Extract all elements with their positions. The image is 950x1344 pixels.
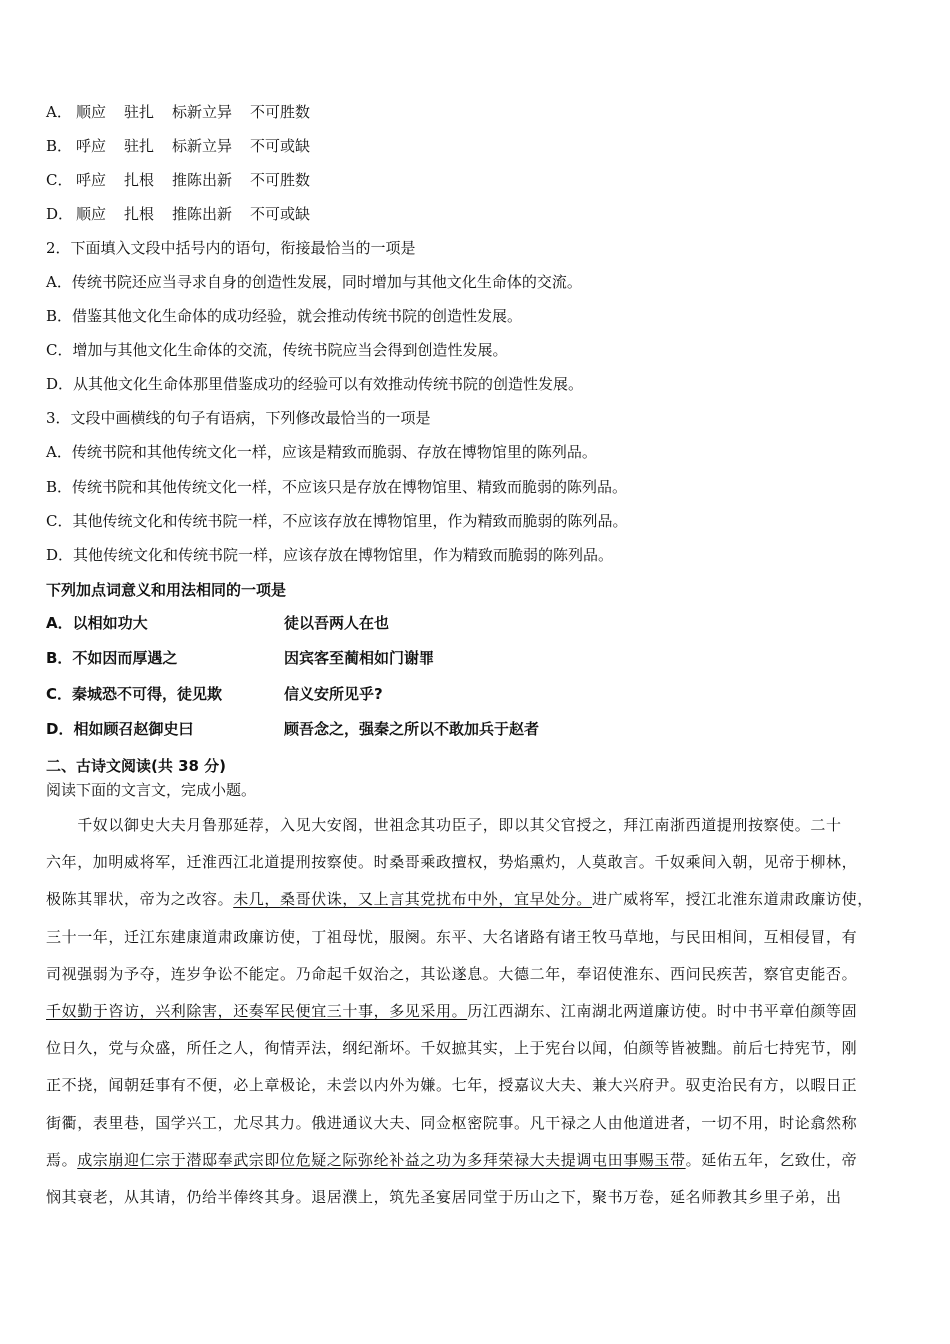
option-word: 扎根 (124, 205, 155, 223)
underlined-sentence: 成宗崩迎仁宗于潜邸奉武宗即位危疑之际弥纶补益之功为多拜荣禄大夫提调屯田事赐玉带 (77, 1151, 686, 1169)
option-word: 不可胜数 (250, 103, 311, 121)
q4-pair-d-right: 顾吾念之，强秦之所以不敢加兵于赵者 (284, 720, 540, 738)
passage-text: 千奴以御史大夫月鲁那延荐，入见大安阁，世祖念其功臣子，即以其父官授之，拜江南浙西道提刑按察使。二十 (46, 816, 842, 834)
q3-stem: 3．文段中画横线的句子有语病，下列修改最恰当的一项是 (46, 409, 431, 427)
passage-line (46, 1038, 857, 1058)
section-heading: 二、古诗文阅读(共 38 分) (46, 757, 227, 775)
passage-line (46, 927, 857, 947)
option-word: 顺应 (76, 205, 107, 223)
passage-line (46, 1113, 857, 1133)
passage-line (46, 1001, 857, 1021)
passage-line (46, 852, 857, 872)
passage-text: 焉。 (46, 1151, 78, 1169)
section-instruction: 阅读下面的文言文，完成小题。 (46, 781, 257, 799)
q3-option-a: A．传统书院和其他传统文化一样，应该是精致而脆弱、存放在博物馆里的陈列品。 (46, 443, 597, 461)
q4-pair-a-left: A．以相如功大 (46, 614, 148, 632)
q4-pair-d-left: D．相如顾召赵御史曰 (46, 720, 194, 738)
q2-stem: 2．下面填入文段中括号内的语句，衔接最恰当的一项是 (46, 239, 416, 257)
option-word: 标新立异 (172, 103, 233, 121)
passage-line (46, 1075, 857, 1095)
q3-option-c: C．其他传统文化和传统书院一样，不应该存放在博物馆里，作为精致而脆弱的陈列品。 (46, 512, 628, 530)
option-word: 呼应 (76, 137, 107, 155)
q4-pair-a-right: 徒以吾两人在也 (284, 614, 390, 632)
q4-pair-a (46, 613, 746, 633)
q4-pair-c-right: 信义安所见乎? (284, 685, 383, 703)
passage-text: 街衢，表里巷，国学兴工，尤尽其力。俄进通议大夫、同佥枢密院事。凡干禄之人由他道进者，一切不用，时论翕然称 (46, 1114, 858, 1132)
q4-pair-c (46, 684, 746, 704)
option-word: 驻扎 (124, 137, 155, 155)
passage-line (46, 1150, 857, 1170)
q4-pair-b-right: 因宾客至蔺相如门谢罪 (284, 649, 435, 667)
q4-pair-c-left: C．秦城恐不可得，徒见欺 (46, 685, 223, 703)
passage-text: 历江西湖东、江南湖北两道廉访使。时中书平章伯颜等固 (467, 1002, 858, 1020)
passage-line (46, 889, 873, 909)
option-word: 不可或缺 (250, 137, 311, 155)
passage-line (46, 815, 842, 835)
option-word: 驻扎 (124, 103, 155, 121)
passage-text: 司视强弱为予夺，连岁争讼不能定。乃命起千奴治之，其讼遂息。大德二年，奉诏使淮东、西问民疾苦，察官吏能否。 (46, 965, 858, 983)
q2-option-a: A．传统书院还应当寻求自身的创造性发展，同时增加与其他文化生命体的交流。 (46, 273, 582, 291)
option-word: 不可或缺 (250, 205, 311, 223)
option-letter: D． (46, 205, 74, 223)
option-letter: B． (46, 137, 73, 155)
option-word: 推陈出新 (172, 171, 233, 189)
q3-option-b: B．传统书院和其他传统文化一样，不应该只是存放在博物馆里、精致而脆弱的陈列品。 (46, 478, 628, 496)
q2-option-c: C．增加与其他文化生命体的交流，传统书院应当会得到创造性发展。 (46, 341, 508, 359)
option-word: 呼应 (76, 171, 107, 189)
passage-line (46, 1187, 842, 1207)
option-word: 扎根 (124, 171, 155, 189)
option-letter: C． (46, 171, 73, 189)
q2-option-b: B．借鉴其他文化生命体的成功经验，就会推动传统书院的创造性发展。 (46, 307, 523, 325)
passage-text: 正不挠，闻朝廷事有不便，必上章极论，未尝以内外为嫌。七年，授嘉议大夫、兼大兴府尹。驭吏治民有方，以暇日正 (46, 1076, 858, 1094)
q1-option-b (46, 136, 328, 156)
q4-stem: 下列加点词意义和用法相同的一项是 (46, 581, 287, 599)
passage-text: 悯其衰老，从其请，仍给半俸终其身。退居濮上，筑先圣宴居同堂于历山之下，聚书万卷，延名师教其乡里子弟，出 (46, 1188, 842, 1206)
option-word: 顺应 (76, 103, 107, 121)
q4-pair-b-left: B．不如因而厚遇之 (46, 649, 178, 667)
q1-option-a (46, 102, 328, 122)
option-letter: A． (46, 103, 72, 121)
passage-text: 位日久，党与众盛，所任之人，徇情弄法，纲纪渐坏。千奴摭其实，上于宪台以闻，伯颜等皆被黜。前后七持宪节，刚 (46, 1039, 858, 1057)
option-word: 不可胜数 (250, 171, 311, 189)
passage-text: 进广威将军，授江北淮东道肃政廉访使， (592, 890, 873, 908)
q2-option-d: D．从其他文化生命体那里借鉴成功的经验可以有效推动传统书院的创造性发展。 (46, 375, 584, 393)
passage-text: 三十一年，迁江东建康道肃政廉访使，丁祖母忧，服阕。东平、大名诸路有诸王牧马草地，与民田相间，互相侵冒，有 (46, 928, 858, 946)
q3-option-d: D．其他传统文化和传统书院一样，应该存放在博物馆里，作为精致而脆弱的陈列品。 (46, 546, 614, 564)
underlined-sentence: 千奴勤于咨访，兴利除害，还奏军民便宜三十事，多见采用。 (46, 1002, 468, 1020)
passage-text: 。延佑五年，乞致仕，帝 (685, 1151, 858, 1169)
passage-text: 极陈其罪状，帝为之改容。 (46, 890, 234, 908)
q1-option-c (46, 170, 328, 190)
option-word: 标新立异 (172, 137, 233, 155)
underlined-sentence: 未几，桑哥伏诛，又上言其党扰布中外，宜早处分。 (233, 890, 593, 908)
passage-line (46, 964, 857, 984)
q4-pair-d (46, 719, 746, 739)
q4-pair-b (46, 648, 746, 668)
q1-option-d (46, 204, 328, 224)
option-word: 推陈出新 (172, 205, 233, 223)
passage-text: 六年，加明威将军，迁淮西江北道提刑按察使。时桑哥乘政擅权，势焰熏灼，人莫敢言。千奴乘间入朝，见帝于柳林， (46, 853, 858, 871)
